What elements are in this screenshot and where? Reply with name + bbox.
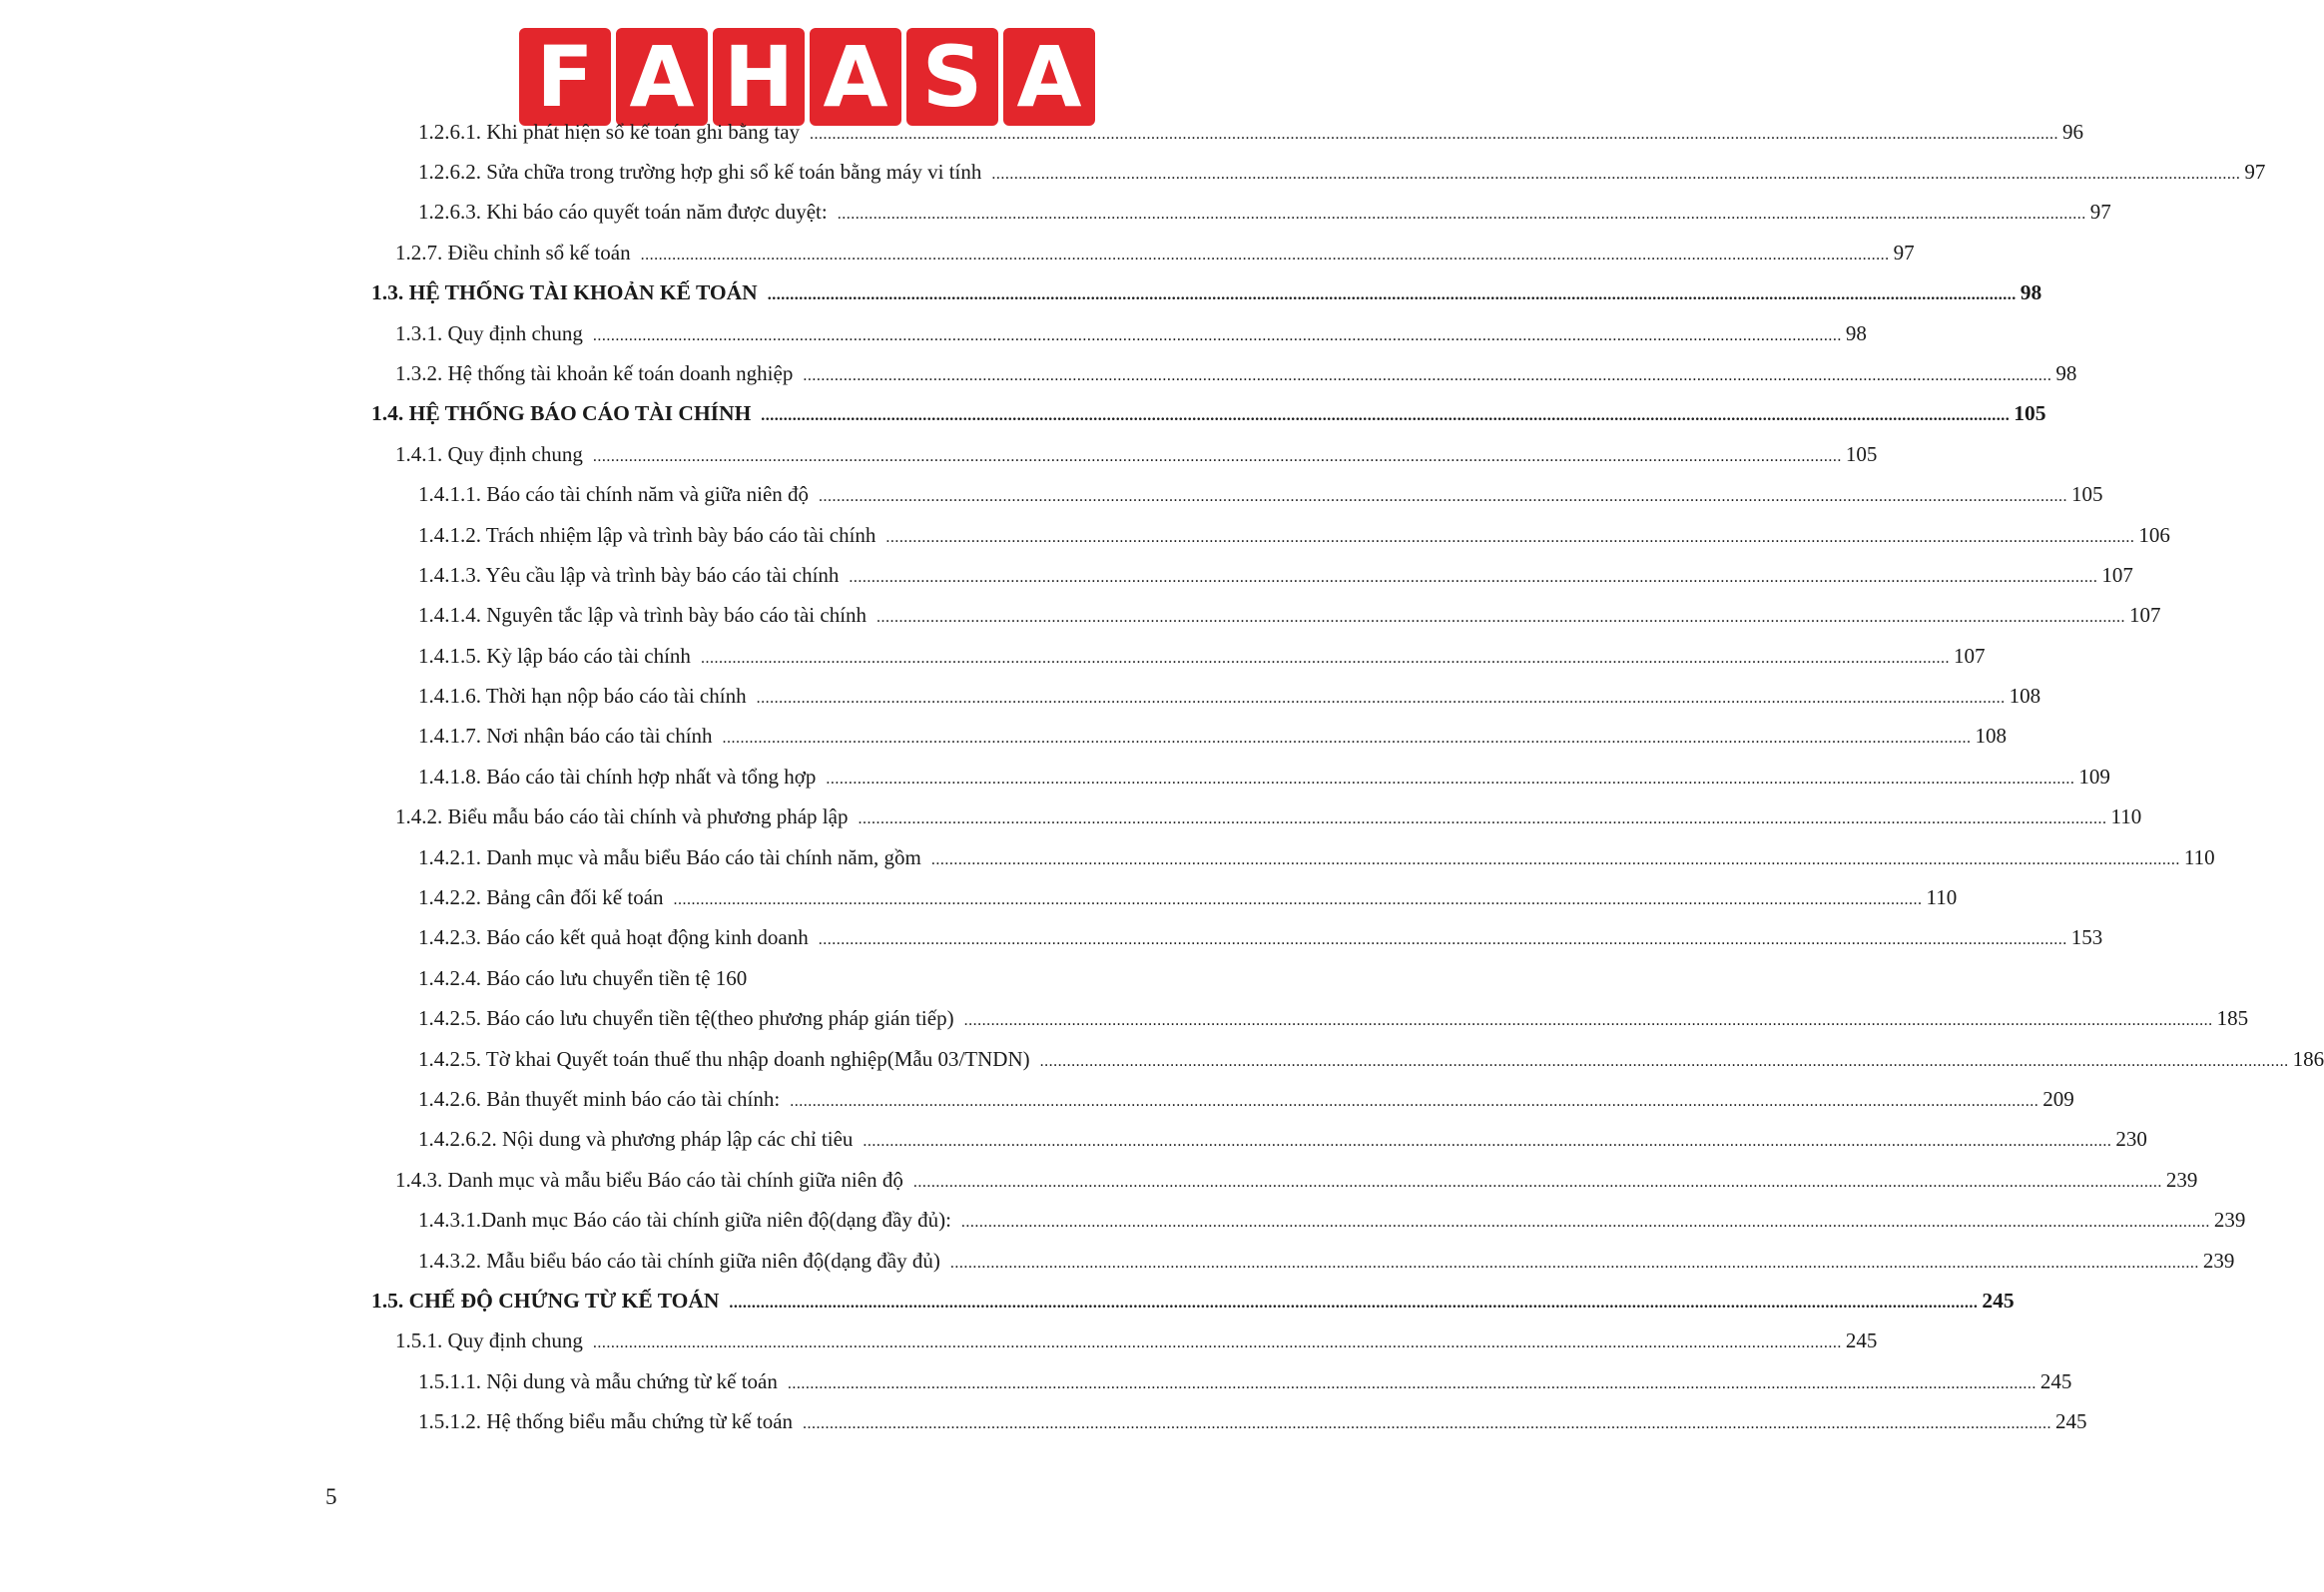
toc-leader-dots <box>819 488 2067 506</box>
toc-leader-dots <box>950 1255 2199 1273</box>
toc-entry-label: 1.3. HỆ THỐNG TÀI KHOẢN KẾ TOÁN <box>371 280 758 305</box>
toc-leader-dots <box>885 529 2134 547</box>
logo-letter-tile: H <box>713 28 805 126</box>
logo-letter-tile: A <box>1003 28 1095 126</box>
toc-entry-page: 185 <box>2216 1006 2249 1031</box>
toc-entry-label: 1.4.2.6. Bản thuyết minh báo cáo tài chính: <box>418 1086 781 1111</box>
logo-letter-tile: A <box>810 28 901 126</box>
toc-entry-label: 1.2.6.2. Sửa chữa trong trường hợp ghi sổ kế toán bằng máy vi tính <box>418 160 982 184</box>
toc-entry <box>371 1409 2087 1449</box>
toc-entry <box>371 1046 2324 1087</box>
toc-entry-label: 1.4.1.1. Báo cáo tài chính năm và giữa niên độ <box>418 482 810 507</box>
toc-entry-page: 239 <box>2213 1208 2246 1233</box>
logo-letter-tile: F <box>519 28 611 126</box>
toc-entry <box>371 240 1915 280</box>
toc-entry-page: 245 <box>1845 1328 1878 1353</box>
toc-entry <box>371 360 2077 401</box>
toc-entry-page: 110 <box>1926 885 1958 910</box>
toc-leader-dots <box>729 1295 1978 1313</box>
toc-entry <box>371 724 2008 764</box>
toc-entry-label: 1.2.6.3. Khi báo cáo quyết toán năm được duyệt: <box>418 200 828 225</box>
toc-entry <box>371 1006 2249 1046</box>
toc-entry <box>371 522 2170 563</box>
toc-entry-page: 109 <box>2078 764 2110 789</box>
toc-entry <box>371 804 2142 844</box>
toc-entry-label: 1.4.2.6.2. Nội dung và phương pháp lập các chỉ tiêu <box>418 1127 854 1152</box>
toc-leader-dots <box>858 810 2106 828</box>
toc-entry-page: 98 <box>2055 360 2077 385</box>
toc-leader-dots <box>757 690 2006 708</box>
toc-cut-entry <box>371 119 2084 160</box>
toc-entry-label: 1.4.1.6. Thời hạn nộp báo cáo tài chính <box>418 684 747 709</box>
toc-entry-label: 1.5.1.1. Nội dung và mẫu chứng từ kế toán <box>418 1368 778 1393</box>
toc-entry-page: 245 <box>2055 1409 2087 1434</box>
toc-leader-dots <box>849 569 2097 587</box>
toc-entry-label: 1.2.7. Điều chỉnh sổ kế toán <box>395 240 631 265</box>
toc-entry-page: 106 <box>2138 522 2170 547</box>
toc-entry-label: 1.4.2.4. Báo cáo lưu chuyển tiền tệ 160 <box>418 965 748 990</box>
toc-entry-label: 1.2.6.1. Khi phát hiện sổ kế toán ghi bằng tay <box>418 119 801 144</box>
toc-entry <box>371 482 2103 522</box>
toc-entry-page: 107 <box>1953 643 1986 668</box>
toc-leader-dots <box>701 650 1950 668</box>
toc-leader-dots <box>991 166 2240 184</box>
toc-entry-label: 1.4.2.1. Danh mục và mẫu biểu Báo cáo tài chính năm, gồm <box>418 844 921 869</box>
toc-entry-page: 98 <box>1845 320 1867 345</box>
toc-leader-dots <box>913 1174 2162 1192</box>
toc-leader-dots <box>788 1375 2036 1393</box>
toc-leader-dots <box>768 286 2017 304</box>
toc-entry-page: 105 <box>2071 482 2103 507</box>
toc-entry-page: 108 <box>2009 684 2041 709</box>
toc-entry-page: 97 <box>2089 200 2111 225</box>
toc-entry <box>371 1288 2015 1328</box>
toc-entry <box>371 603 2161 643</box>
toc-entry-label: 1.4. HỆ THỐNG BÁO CÁO TÀI CHÍNH <box>371 401 752 426</box>
toc-entry-page: 110 <box>2183 844 2215 869</box>
toc-entry-page: 96 <box>2062 119 2084 144</box>
toc-entry-page: 239 <box>2165 1167 2198 1192</box>
toc-entry-label: 1.4.2.5. Tờ khai Quyết toán thuế thu nhập doanh nghiệp(Mẫu 03/TNDN) <box>418 1046 1030 1071</box>
toc-entry-page: 245 <box>2039 1368 2072 1393</box>
toc-entry <box>371 925 2103 965</box>
toc-entry-label: 1.4.2.3. Báo cáo kết quả hoạt động kinh doanh <box>418 925 809 950</box>
toc-entry-page: 105 <box>1845 441 1878 466</box>
toc-entry-label: 1.4.3.1.Danh mục Báo cáo tài chính giữa niên độ(dạng đầy đủ): <box>418 1208 951 1233</box>
toc-entry <box>371 1086 2074 1127</box>
toc-leader-dots <box>790 1093 2038 1111</box>
toc-entry-label: 1.4.1.5. Kỳ lập báo cáo tài chính <box>418 643 691 668</box>
toc-entry <box>371 562 2133 603</box>
page-number: 5 <box>325 1484 337 1509</box>
toc-entry <box>371 764 2110 804</box>
toc-entry-page: 97 <box>1893 240 1915 265</box>
toc-entry <box>371 1248 2235 1289</box>
toc-entry-page: 209 <box>2042 1086 2074 1111</box>
toc-entry <box>371 885 1958 925</box>
toc-entry-label: 1.4.2.2. Bảng cân đối kế toán <box>418 885 664 910</box>
fahasa-logo <box>519 28 1095 126</box>
toc-entry-page: 97 <box>2244 160 2266 184</box>
toc-entry <box>371 1127 2147 1167</box>
toc-entry-label: 1.4.3. Danh mục và mẫu biểu Báo cáo tài chính giữa niên độ <box>395 1167 903 1192</box>
toc-leader-dots <box>863 1133 2111 1151</box>
toc-entry <box>371 844 2215 885</box>
logo-letter-tile: S <box>906 28 998 126</box>
toc-leader-dots <box>761 407 2010 425</box>
toc-leader-dots <box>961 1214 2210 1232</box>
toc-entry-page: 98 <box>2020 280 2042 305</box>
toc-entry-label: 1.3.1. Quy định chung <box>395 320 583 345</box>
toc-entry <box>371 643 1986 684</box>
toc-entry-page: 153 <box>2070 925 2103 950</box>
toc-entry-page: 186 <box>2292 1046 2324 1071</box>
toc-leader-dots <box>803 367 2051 385</box>
toc-entry <box>371 441 1878 482</box>
toc-entry <box>371 401 2046 441</box>
toc-entry <box>371 1328 1878 1368</box>
toc-entries <box>371 160 2324 1450</box>
toc-entry-label: 1.4.3.2. Mẫu biểu báo cáo tài chính giữa niên độ(dạng đầy đủ) <box>418 1248 940 1273</box>
toc-leader-dots <box>593 1334 1842 1352</box>
toc-entry <box>371 280 2042 320</box>
toc-leader-dots <box>593 448 1842 466</box>
toc-leader-dots <box>819 931 2067 949</box>
toc-leader-dots <box>826 771 2074 789</box>
toc-leader-dots <box>931 851 2180 869</box>
toc-entry <box>371 1167 2198 1208</box>
toc-entry <box>371 200 2111 240</box>
toc-entry <box>371 1208 2246 1248</box>
toc-entry <box>371 320 1867 361</box>
toc-entry-label: 1.5.1.2. Hệ thống biểu mẫu chứng từ kế toán <box>418 1409 794 1434</box>
logo-letter-tile: A <box>616 28 708 126</box>
toc-leader-dots <box>803 1415 2051 1433</box>
toc-entry-label: 1.4.1.2. Trách nhiệm lập và trình bày báo cáo tài chính <box>418 522 876 547</box>
toc-leader-dots <box>593 327 1842 345</box>
toc-entry-page: 230 <box>2115 1127 2147 1152</box>
toc-entry-page: 110 <box>2110 804 2142 829</box>
toc-entry-label: 1.5. CHẾ ĐỘ CHỨNG TỪ KẾ TOÁN <box>371 1288 720 1313</box>
toc-entry-label: 1.4.1.4. Nguyên tắc lập và trình bày báo cáo tài chính <box>418 603 868 628</box>
toc-entry-page: 107 <box>2101 562 2133 587</box>
toc-entry <box>371 160 2266 200</box>
toc-leader-dots <box>876 609 2125 627</box>
toc-entry-label: 1.3.2. Hệ thống tài khoản kế toán doanh nghiệp <box>395 360 794 385</box>
toc-entry-label: 1.4.1.7. Nơi nhận báo cáo tài chính <box>418 724 713 749</box>
toc-leader-dots <box>674 891 1923 909</box>
toc-entry <box>371 966 1248 1006</box>
toc-entry-page: 107 <box>2129 603 2161 628</box>
toc-leader-dots <box>810 126 2058 144</box>
toc-entry-page: 245 <box>1982 1288 2015 1313</box>
toc-entry-label: 1.4.1.8. Báo cáo tài chính hợp nhất và tổng hợp <box>418 764 817 789</box>
toc-entry-label: 1.4.2.5. Báo cáo lưu chuyển tiền tệ(theo phương pháp gián tiếp) <box>418 1006 954 1031</box>
toc-leader-dots <box>838 206 2086 224</box>
toc-entry <box>371 684 2041 724</box>
toc-entry-label: 1.4.2. Biểu mẫu báo cáo tài chính và phương pháp lập <box>395 804 849 829</box>
toc-entry-label: 1.4.1.3. Yêu cầu lập và trình bày báo cáo tài chính <box>418 562 840 587</box>
toc-entry-page: 108 <box>1975 724 2008 749</box>
toc-leader-dots <box>723 730 1972 748</box>
toc-entry-page: 239 <box>2202 1248 2235 1273</box>
table-of-contents <box>371 119 2324 1450</box>
toc-leader-dots <box>964 1012 2213 1030</box>
toc-entry-label: 1.4.1. Quy định chung <box>395 441 583 466</box>
toc-entry-page: 105 <box>2014 401 2046 426</box>
toc-leader-dots <box>1040 1053 2289 1071</box>
toc-entry <box>371 1368 2072 1409</box>
toc-entry-label: 1.5.1. Quy định chung <box>395 1328 583 1353</box>
toc-leader-dots <box>641 247 1890 265</box>
